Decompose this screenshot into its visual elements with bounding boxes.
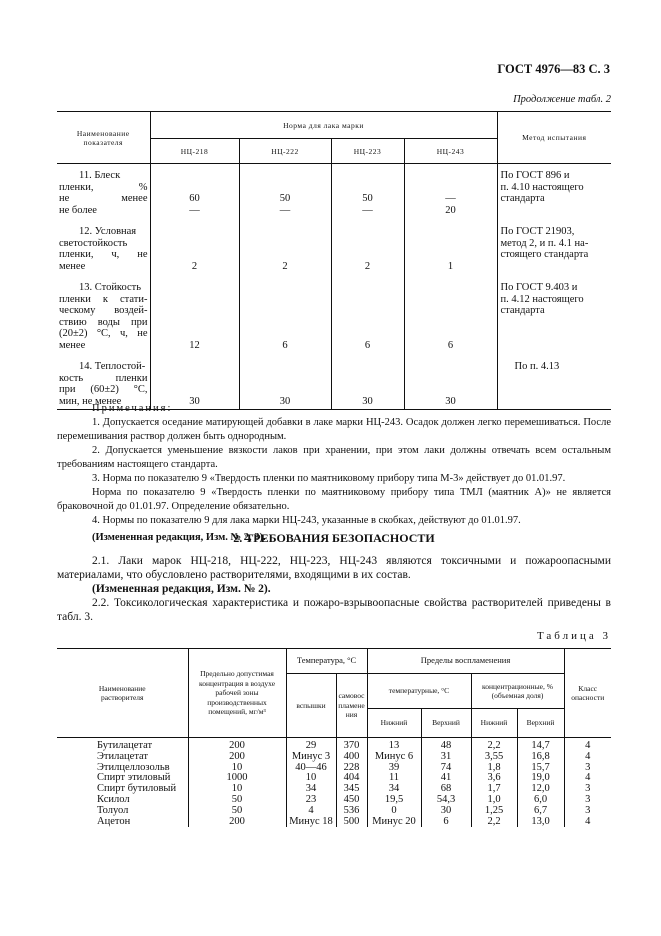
solvent-value: 10 bbox=[286, 773, 336, 784]
norm-value bbox=[150, 373, 239, 385]
solvent-value: 50 bbox=[188, 795, 286, 806]
solvent-value: 54,3 bbox=[421, 795, 471, 806]
col-header-autoignition: самовоспламенения bbox=[336, 674, 367, 738]
norm-value bbox=[404, 328, 497, 340]
indicator-label-line: 12. Условная bbox=[57, 216, 150, 238]
norm-value bbox=[404, 182, 497, 194]
col-header-lower: Нижний bbox=[367, 709, 421, 738]
solvent-value: 6,7 bbox=[517, 806, 564, 817]
col-header-temperature: Температура, °С bbox=[286, 649, 367, 674]
solvent-value: 30 bbox=[421, 806, 471, 817]
indicator-label-line: пленки, ч, не bbox=[57, 249, 150, 261]
solvent-value: Минус 20 bbox=[367, 817, 421, 828]
solvent-value: 13 bbox=[367, 738, 421, 752]
table-row bbox=[57, 784, 611, 795]
solvent-value: 1,8 bbox=[471, 763, 517, 774]
norm-value: 50 bbox=[331, 193, 404, 205]
table-row bbox=[57, 806, 611, 817]
test-method-line: По п. 4.13 bbox=[514, 361, 560, 372]
solvent-value: Минус 6 bbox=[367, 752, 421, 763]
test-method-line: метод 2, и п. 4.1 на- bbox=[500, 237, 589, 249]
norm-value bbox=[331, 351, 404, 373]
norm-value: 1 bbox=[404, 261, 497, 273]
norm-value bbox=[331, 216, 404, 238]
solvent-value: 200 bbox=[188, 738, 286, 752]
solvent-value: 3 bbox=[585, 793, 591, 805]
paragraph-2-2: 2.2. Токсикологическая характеристика и пожаро-взрывоопасные свойства растворителей приведены в табл. 3. bbox=[57, 597, 611, 623]
solvent-value: 39 bbox=[367, 763, 421, 774]
indicator-label-line: не более bbox=[57, 205, 150, 217]
table-row bbox=[57, 738, 611, 752]
norm-value: 30 bbox=[331, 396, 404, 410]
indicator-label-line: ствию воды при bbox=[57, 317, 150, 329]
solvent-value: 500 bbox=[336, 817, 367, 828]
page-header: ГОСТ 4976—83 С. 3 bbox=[497, 62, 610, 76]
col-header-method: Метод испытания bbox=[497, 112, 611, 164]
solvent-value: 200 bbox=[188, 752, 286, 763]
norm-value bbox=[331, 164, 404, 182]
norm-value: 50 bbox=[239, 193, 331, 205]
table-3 bbox=[57, 648, 611, 827]
norm-value bbox=[150, 182, 239, 194]
solvent-name: Бутилацетат bbox=[57, 738, 188, 752]
indicator-label-line: 14. Теплостой- bbox=[57, 351, 150, 373]
grade-header: НЦ-218 bbox=[150, 139, 239, 164]
solvent-value: 13,0 bbox=[517, 817, 564, 828]
col-header-hazard-class: Класс опасности bbox=[564, 649, 611, 738]
norm-value bbox=[331, 317, 404, 329]
norm-value bbox=[150, 249, 239, 261]
solvent-value: 11 bbox=[367, 773, 421, 784]
solvent-name: Ацетон bbox=[57, 817, 188, 828]
norm-value bbox=[239, 351, 331, 373]
test-method bbox=[497, 272, 611, 351]
solvent-value: 14,7 bbox=[517, 738, 564, 752]
solvent-value: 19,5 bbox=[367, 795, 421, 806]
test-method bbox=[497, 164, 611, 217]
solvent-value: 400 bbox=[336, 752, 367, 763]
norm-value bbox=[404, 373, 497, 385]
norm-value bbox=[404, 272, 497, 294]
norm-value: — bbox=[189, 204, 200, 216]
solvent-value: 15,7 bbox=[517, 763, 564, 774]
col-header-solvent: Наименование растворителя bbox=[57, 649, 188, 738]
grade-header: НЦ-243 bbox=[404, 139, 497, 164]
solvent-value: 74 bbox=[421, 763, 471, 774]
col-header-conc-limits: концентрационные, % (объемная доля) bbox=[471, 674, 564, 709]
test-method-line: п. 4.10 настоящего bbox=[500, 181, 584, 193]
section2-body bbox=[57, 554, 611, 624]
norm-value bbox=[404, 238, 497, 250]
solvent-name: Спирт этиловый bbox=[57, 773, 188, 784]
solvent-value: 3,6 bbox=[471, 773, 517, 784]
solvent-value: 48 bbox=[421, 738, 471, 752]
col-header-limits: Пределы воспламенения bbox=[367, 649, 564, 674]
solvent-value: 370 bbox=[336, 738, 367, 752]
norm-value bbox=[404, 317, 497, 329]
solvent-value: 16,8 bbox=[517, 752, 564, 763]
solvent-value: 3 bbox=[585, 783, 591, 795]
col-header-upper: Верхний bbox=[421, 709, 471, 738]
solvent-name: Спирт бутиловый bbox=[57, 784, 188, 795]
norm-value bbox=[239, 328, 331, 340]
norm-value: 6 bbox=[404, 340, 497, 352]
solvent-value: 2,2 bbox=[471, 817, 517, 828]
solvent-value: Минус 3 bbox=[286, 752, 336, 763]
solvent-value: 1,0 bbox=[471, 795, 517, 806]
norm-value bbox=[331, 182, 404, 194]
table-continuation-label: Продолжение табл. 2 bbox=[513, 94, 611, 105]
norm-value bbox=[239, 305, 331, 317]
norm-value bbox=[239, 249, 331, 261]
norm-value bbox=[239, 294, 331, 306]
solvent-value: 1000 bbox=[188, 773, 286, 784]
col-header-upper: Верхний bbox=[517, 709, 564, 738]
indicator-label-line: светостойкость bbox=[57, 238, 150, 250]
table-row bbox=[57, 817, 611, 828]
indicator-label-line: пленки, % bbox=[57, 182, 150, 194]
solvent-value: 29 bbox=[286, 738, 336, 752]
norm-value bbox=[404, 216, 497, 238]
norm-value bbox=[150, 216, 239, 238]
norm-value bbox=[150, 305, 239, 317]
norm-value bbox=[239, 216, 331, 238]
paragraph-2-1: 2.1. Лаки марок НЦ-218, НЦ-222, НЦ-223, НЦ-243 являются токсичными и пожароопасными материалами, что обусловлено растворителями, входящими в их состав. bbox=[57, 555, 611, 581]
norm-value bbox=[239, 164, 331, 182]
table-3-label: Таблица 3 bbox=[536, 630, 611, 642]
solvent-value: 41 bbox=[421, 773, 471, 784]
norm-value: 2 bbox=[331, 261, 404, 273]
norm-value bbox=[150, 351, 239, 373]
indicator-label-line: менее bbox=[57, 340, 150, 352]
note-item: 1. Допускается оседание матирующей добавки в лаке марки НЦ-243. Осадок должен легко перемешиваться. После перемешивания раствор должен быть однородным. bbox=[57, 417, 611, 442]
solvent-value: 50 bbox=[188, 806, 286, 817]
test-method-line: По ГОСТ 896 и bbox=[500, 170, 570, 181]
solvent-name: Толуол bbox=[57, 806, 188, 817]
solvent-value: 1,25 bbox=[471, 806, 517, 817]
solvent-value: 4 bbox=[585, 740, 591, 751]
note-item: Норма по показателю 9 «Твердость пленки по маятниковому прибору типа ТМЛ (маятник А)» не является браковочной до 01.01.97. Определение обязательно. bbox=[57, 487, 611, 512]
norm-value bbox=[239, 317, 331, 329]
grade-header: НЦ-222 bbox=[239, 139, 331, 164]
indicator-label-line: ческому воздей- bbox=[57, 305, 150, 317]
norm-value: — bbox=[404, 193, 497, 205]
norm-value bbox=[150, 294, 239, 306]
norm-value: 12 bbox=[189, 339, 200, 351]
solvent-value: 4 bbox=[585, 815, 591, 827]
norm-value bbox=[239, 384, 331, 396]
norm-value: 2 bbox=[191, 260, 198, 272]
norm-value bbox=[404, 164, 497, 182]
indicator-label-line: мин, не менее bbox=[57, 396, 150, 410]
indicator-label-line: не менее bbox=[57, 193, 150, 205]
solvent-value: 3 bbox=[585, 804, 591, 816]
solvent-value: 3 bbox=[585, 761, 591, 773]
solvent-value: 345 bbox=[336, 784, 367, 795]
col-header-pdk: Предельно допустимая концентрация в воздухе рабочей зоны производственных помещений, мг/м³ bbox=[188, 649, 286, 738]
solvent-value: 10 bbox=[188, 784, 286, 795]
table-2 bbox=[57, 111, 611, 410]
test-method-line: стоящего стандарта bbox=[500, 249, 589, 260]
note-item: 3. Норма по показателю 9 «Твердость пленки по маятниковому прибору типа М-3» действует до 01.01.97. bbox=[92, 473, 566, 484]
solvent-name: Ксилол bbox=[57, 795, 188, 806]
norm-value bbox=[150, 164, 239, 182]
solvent-value: 68 bbox=[421, 784, 471, 795]
solvent-value: 450 bbox=[336, 795, 367, 806]
norm-value bbox=[239, 182, 331, 194]
norm-value: 60 bbox=[189, 193, 200, 204]
notes-title: Примечания: bbox=[92, 403, 173, 414]
norm-value bbox=[331, 373, 404, 385]
notes-block bbox=[57, 402, 611, 545]
test-method-line: п. 4.12 настоящего bbox=[500, 293, 584, 305]
solvent-value: 19,0 bbox=[517, 773, 564, 784]
note-item: 4. Нормы по показателю 9 для лака марки НЦ-243, указанные в скобках, действуют до 01.01.97. bbox=[92, 515, 521, 526]
table-row bbox=[57, 272, 611, 294]
norm-value bbox=[150, 317, 239, 329]
norm-value: 20 bbox=[404, 205, 497, 217]
col-header-temp-limits: температурные, °С bbox=[367, 674, 471, 709]
test-method-line: стандарта bbox=[500, 193, 545, 204]
norm-value: — bbox=[239, 205, 331, 217]
solvent-value: 404 bbox=[336, 773, 367, 784]
indicator-label-line: кость пленки bbox=[57, 373, 150, 385]
solvent-value: 40—46 bbox=[286, 763, 336, 774]
table-row bbox=[57, 164, 611, 182]
norm-value: 30 bbox=[404, 396, 497, 410]
indicator-label-line: (20±2) °С, ч, не bbox=[57, 328, 150, 340]
indicator-label-line: пленки к стати- bbox=[57, 294, 150, 306]
solvent-name: Этилцеллозольв bbox=[57, 763, 188, 774]
norm-value bbox=[150, 272, 239, 294]
solvent-value: 12,0 bbox=[517, 784, 564, 795]
edit-note: (Измененная редакция, Изм. № 2). bbox=[92, 583, 271, 595]
norm-value bbox=[404, 305, 497, 317]
solvent-value: 2,2 bbox=[471, 738, 517, 752]
solvent-value: 34 bbox=[286, 784, 336, 795]
norm-value bbox=[331, 249, 404, 261]
solvent-value: 200 bbox=[188, 817, 286, 828]
norm-value bbox=[239, 238, 331, 250]
indicator-label-line: 13. Стойкость bbox=[57, 272, 150, 294]
norm-value bbox=[150, 328, 239, 340]
table-row bbox=[57, 351, 611, 373]
solvent-value: 6,0 bbox=[517, 795, 564, 806]
norm-value bbox=[150, 238, 239, 250]
solvent-value: 10 bbox=[188, 763, 286, 774]
table-row bbox=[57, 752, 611, 763]
norm-value bbox=[239, 373, 331, 385]
solvent-value: 23 bbox=[286, 795, 336, 806]
norm-value: 2 bbox=[239, 261, 331, 273]
test-method bbox=[497, 351, 611, 410]
norm-value bbox=[331, 384, 404, 396]
norm-value bbox=[239, 272, 331, 294]
col-header-flash: вспышки bbox=[286, 674, 336, 738]
grade-header: НЦ-223 bbox=[331, 139, 404, 164]
norm-value bbox=[331, 294, 404, 306]
table-row bbox=[57, 795, 611, 806]
note-item: 2. Допускается уменьшение вязкости лаков при хранении, при этом лаки должны отвечать всем остальным требованиям настоящего стандарта. bbox=[57, 445, 611, 470]
norm-value bbox=[331, 238, 404, 250]
norm-value bbox=[404, 384, 497, 396]
norm-value: 6 bbox=[331, 340, 404, 352]
solvent-value: 31 bbox=[421, 752, 471, 763]
indicator-label-line: 11. Блеск bbox=[57, 164, 150, 182]
solvent-value: 6 bbox=[421, 817, 471, 828]
indicator-label-line: при (60±2) °С, bbox=[57, 384, 150, 396]
solvent-value: 1,7 bbox=[471, 784, 517, 795]
solvent-value: 0 bbox=[367, 806, 421, 817]
test-method-line: По ГОСТ 9.403 и bbox=[500, 282, 578, 293]
norm-value bbox=[404, 249, 497, 261]
test-method-line: По ГОСТ 21903, bbox=[500, 226, 575, 237]
norm-value: 30 bbox=[189, 395, 200, 407]
solvent-value: Минус 18 bbox=[286, 817, 336, 828]
section-title: 2. ТРЕБОВАНИЯ БЕЗОПАСНОСТИ bbox=[233, 531, 435, 545]
solvent-value: 34 bbox=[367, 784, 421, 795]
norm-value bbox=[331, 305, 404, 317]
solvent-name: Этилацетат bbox=[57, 752, 188, 763]
norm-value: 30 bbox=[239, 396, 331, 410]
solvent-value: 536 bbox=[336, 806, 367, 817]
norm-value bbox=[331, 328, 404, 340]
solvent-value: 3,55 bbox=[471, 752, 517, 763]
edit-note: (Измененная редакция, Изм. № 2, 3). bbox=[92, 532, 266, 543]
solvent-value: 4 bbox=[286, 806, 336, 817]
col-header-norm: Норма для лака марки bbox=[150, 112, 497, 139]
norm-value: — bbox=[331, 205, 404, 217]
col-header-name: Наименование показателя bbox=[57, 112, 150, 164]
solvent-value: 228 bbox=[336, 763, 367, 774]
solvent-value: 4 bbox=[585, 750, 591, 762]
norm-value bbox=[404, 294, 497, 306]
norm-value bbox=[404, 351, 497, 373]
test-method-line: стандарта bbox=[500, 305, 545, 316]
col-header-lower: Нижний bbox=[471, 709, 517, 738]
solvent-value: 4 bbox=[585, 772, 591, 784]
norm-value: 6 bbox=[239, 340, 331, 352]
indicator-label-line: менее bbox=[57, 261, 150, 273]
table-row bbox=[57, 216, 611, 238]
test-method bbox=[497, 216, 611, 272]
norm-value bbox=[331, 272, 404, 294]
norm-value bbox=[150, 384, 239, 396]
